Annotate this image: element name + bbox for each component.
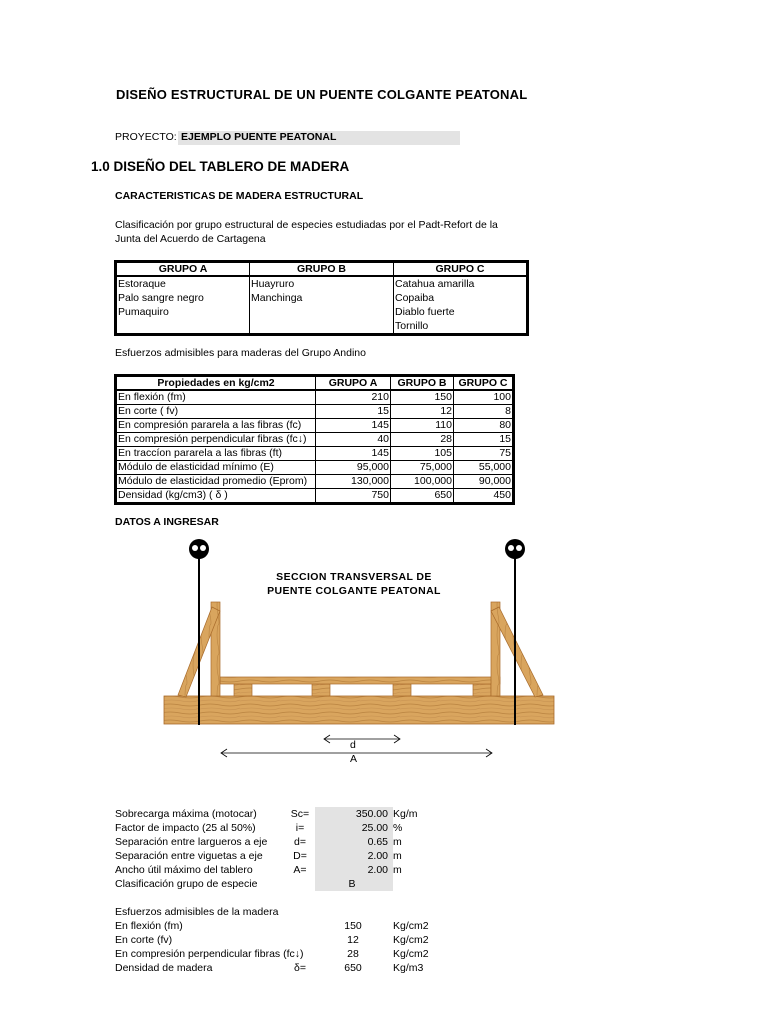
- group-b-item: [250, 305, 394, 319]
- props-cell-name: Densidad (kg/cm3) ( δ ): [116, 489, 316, 504]
- props-cell-value: 100: [454, 390, 514, 405]
- esf-value: 12: [347, 934, 359, 946]
- input-symbol: d=: [294, 836, 306, 848]
- project-label: PROYECTO:: [115, 131, 177, 143]
- esf-value: 650: [344, 962, 362, 974]
- input-unit: Kg/m: [393, 808, 418, 820]
- input-symbol: D=: [293, 850, 307, 862]
- esfuerzos-label: Esfuerzos admisibles para maderas del Grupo Andino: [115, 347, 366, 359]
- group-c-item: Catahua amarilla: [394, 276, 528, 291]
- esf-value: 28: [347, 948, 359, 960]
- input-unit: m: [393, 836, 402, 848]
- props-header-a: GRUPO A: [316, 376, 391, 391]
- props-cell-value: 145: [316, 447, 391, 461]
- input-value[interactable]: 0.65: [367, 836, 388, 848]
- props-header-b: GRUPO B: [391, 376, 454, 391]
- right-cable-icon: [505, 539, 525, 559]
- props-cell-value: 100,000: [391, 475, 454, 489]
- props-cell-value: 75: [454, 447, 514, 461]
- intro-line-1: Clasificación por grupo estructural de especies estudiadas por el Padt-Refort de la: [115, 219, 498, 231]
- group-c-item: Diablo fuerte: [394, 305, 528, 319]
- input-label: Separación entre largueros a eje: [115, 836, 268, 848]
- esf-label: Densidad de madera: [115, 962, 213, 974]
- groups-header-b: GRUPO B: [250, 262, 394, 277]
- input-value[interactable]: 350.00: [355, 808, 388, 820]
- groups-table: [114, 260, 529, 336]
- props-cell-value: 750: [316, 489, 391, 504]
- props-row: [116, 489, 514, 504]
- page-title: DISEÑO ESTRUCTURAL DE UN PUENTE COLGANTE PEATONAL: [116, 87, 528, 102]
- group-a-item: Palo sangre negro: [116, 291, 250, 305]
- props-cell-name: En compresión perpendicular fibras (fc↓): [116, 433, 316, 447]
- props-cell-value: 105: [391, 447, 454, 461]
- esf-value: 150: [344, 920, 362, 932]
- section-title: 1.0 DISEÑO DEL TABLERO DE MADERA: [91, 159, 350, 174]
- props-cell-value: 15: [454, 433, 514, 447]
- dim-d-label: d: [350, 739, 356, 751]
- esf-label: En compresión perpendicular fibras (fc↓): [115, 948, 304, 960]
- esf-symbol: δ=: [294, 962, 306, 974]
- props-cell-value: 90,000: [454, 475, 514, 489]
- input-value[interactable]: 2.00: [367, 850, 388, 862]
- props-row: [116, 419, 514, 433]
- group-a-item: Pumaquiro: [116, 305, 250, 319]
- props-header-name: Propiedades en kg/cm2: [116, 376, 316, 391]
- subsection-title: CARACTERISTICAS DE MADERA ESTRUCTURAL: [115, 190, 364, 202]
- props-cell-value: 8: [454, 405, 514, 419]
- props-cell-value: 150: [391, 390, 454, 405]
- input-value[interactable]: B: [348, 878, 356, 890]
- input-symbol: i=: [295, 822, 305, 834]
- input-unit: m: [393, 864, 402, 876]
- input-value[interactable]: 25.00: [361, 822, 388, 834]
- stringer: [473, 684, 491, 696]
- dim-a-label: A: [350, 753, 358, 765]
- project-value[interactable]: EJEMPLO PUENTE PEATONAL: [181, 131, 337, 143]
- props-row: [116, 475, 514, 489]
- esf-label: En flexión (fm): [115, 920, 183, 932]
- group-a-item: [116, 319, 250, 335]
- diagram-title-1: SECCION TRANSVERSAL DE: [276, 571, 432, 583]
- esf-label: En corte (fv): [115, 934, 173, 946]
- group-b-item: Huayruro: [250, 276, 394, 291]
- intro-line-2: Junta del Acuerdo de Cartagena: [115, 233, 266, 245]
- stringer: [234, 684, 252, 696]
- input-label: Separación entre viguetas a eje: [115, 850, 263, 862]
- stringer: [393, 684, 411, 696]
- diagram-title-2: PUENTE COLGANTE PEATONAL: [267, 585, 441, 597]
- input-symbol: A=: [293, 864, 307, 876]
- esf-unit: Kg/m3: [393, 962, 424, 974]
- input-label: Clasificación grupo de especie: [115, 878, 258, 890]
- input-label: Ancho útil máximo del tablero: [115, 864, 253, 876]
- groups-header-a: GRUPO A: [116, 262, 250, 277]
- stringer: [312, 684, 330, 696]
- props-cell-value: 110: [391, 419, 454, 433]
- properties-table: [114, 374, 515, 505]
- group-c-item: Tornillo: [394, 319, 528, 335]
- esf-unit: Kg/cm2: [393, 934, 429, 946]
- bridge-cross-section: [160, 535, 560, 775]
- input-unit: %: [393, 822, 403, 834]
- props-cell-value: 12: [391, 405, 454, 419]
- props-cell-value: 55,000: [454, 461, 514, 475]
- props-cell-value: 95,000: [316, 461, 391, 475]
- props-cell-value: 210: [316, 390, 391, 405]
- props-cell-name: Módulo de elasticidad mínimo (E): [116, 461, 316, 475]
- esf-unit: Kg/cm2: [393, 948, 429, 960]
- input-label: Factor de impacto (25 al 50%): [115, 822, 256, 834]
- props-cell-name: Módulo de elasticidad promedio (Eprom): [116, 475, 316, 489]
- left-cable-icon: [189, 539, 209, 559]
- esf-unit: Kg/cm2: [393, 920, 429, 932]
- props-cell-value: 40: [316, 433, 391, 447]
- group-b-item: [250, 319, 394, 335]
- props-row: [116, 405, 514, 419]
- props-cell-name: En corte ( fv): [116, 405, 316, 419]
- props-cell-name: En compresión pararela a las fibras (fc): [116, 419, 316, 433]
- props-cell-name: En flexión (fm): [116, 390, 316, 405]
- props-row: [116, 461, 514, 475]
- props-row: [116, 433, 514, 447]
- props-header-c: GRUPO C: [454, 376, 514, 391]
- props-cell-value: 130,000: [316, 475, 391, 489]
- props-cell-value: 80: [454, 419, 514, 433]
- datos-label: DATOS A INGRESAR: [115, 516, 219, 528]
- groups-header-c: GRUPO C: [394, 262, 528, 277]
- group-b-item: Manchinga: [250, 291, 394, 305]
- props-cell-value: 75,000: [391, 461, 454, 475]
- deck-top-board: [220, 677, 500, 684]
- group-a-item: Estoraque: [116, 276, 250, 291]
- props-cell-name: En traccíon pararela a las fibras (ft): [116, 447, 316, 461]
- deck-base: [164, 696, 554, 724]
- props-row: [116, 390, 514, 405]
- props-cell-value: 145: [316, 419, 391, 433]
- props-cell-value: 28: [391, 433, 454, 447]
- input-value[interactable]: 2.00: [367, 864, 388, 876]
- input-symbol: Sc=: [290, 808, 310, 820]
- input-label: Sobrecarga máxima (motocar): [115, 808, 257, 820]
- props-cell-value: 650: [391, 489, 454, 504]
- group-c-item: Copaiba: [394, 291, 528, 305]
- input-unit: m: [393, 850, 402, 862]
- props-cell-value: 450: [454, 489, 514, 504]
- props-row: [116, 447, 514, 461]
- props-cell-value: 15: [316, 405, 391, 419]
- esf-madera-title: Esfuerzos admisibles de la madera: [115, 906, 279, 918]
